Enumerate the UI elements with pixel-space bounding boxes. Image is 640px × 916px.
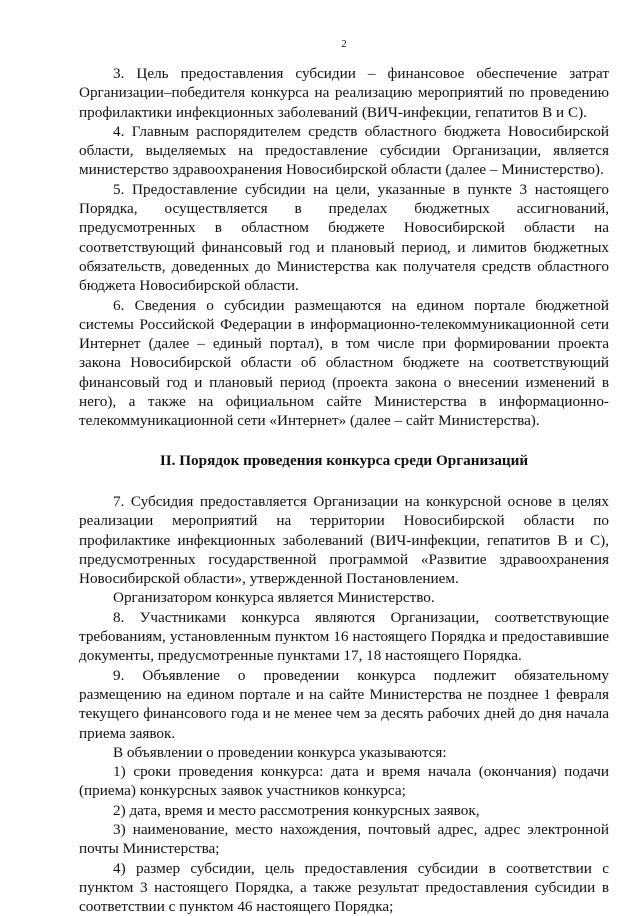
list-item-1: 1) сроки проведения конкурса: дата и время начала (окончания) подачи (приема) конкурсных заявок участников конкурса; (79, 763, 609, 800)
document-body (79, 64, 609, 916)
paragraph-4: 4. Главным распорядителем средств областного бюджета Новосибирской области, выделяемых на предоставление субсидии Организации, является министерство здравоохранения Новосибирской области (далее – Министерство). (79, 122, 609, 179)
paragraph-announcement-intro: В объявлении о проведении конкурса указываются: (113, 743, 447, 761)
paragraph-7: 7. Субсидия предоставляется Организации на конкурсной основе в целях реализации мероприятий на территории Новосибирской области по профилактике инфекционных заболеваний (ВИЧ-инфекции, гепатитов В и С), предусмотренных государственной программой «Развитие здравоохранения Новосибирской области», утвержденной Постановлением. (79, 492, 609, 588)
page-number: 2 (341, 38, 347, 50)
paragraph-8: 8. Участниками конкурса являются Организации, соответствующие требованиям, установленным пунктом 16 настоящего Порядка и предоставившие документы, предусмотренные пунктами 17, 18 настоящего Порядка. (79, 608, 609, 665)
paragraph-9: 9. Объявление о проведении конкурса подлежит обязательному размещению на едином портале и на сайте Министерства не позднее 1 февраля текущего финансового года и не менее чем за десять рабочих дней до дня начала приема заявок. (79, 666, 609, 742)
list-item-4: 4) размер субсидии, цель предоставления субсидии в соответствии с пунктом 3 настоящего Порядка, а также результат предоставления субсидии в соответствии с пунктом 46 настоящего Порядка; (79, 859, 609, 916)
section-heading: II. Порядок проведения конкурса среди Организаций (159, 451, 529, 469)
list-item-2: 2) дата, время и место рассмотрения конкурсных заявок, (113, 801, 480, 819)
paragraph-6: 6. Сведения о субсидии размещаются на едином портале бюджетной системы Российской Федерации в информационно-телекоммуникационной сети Интернет (далее – единый портал), в том числе при формировании проекта закона Новосибирской области об областном бюджете на соответствующий финансовый год и плановый период (проекта закона о внесении изменений в него), а также на официальном сайте Министерства в информационно-телекоммуникационной сети «Интернет» (далее – сайт Министерства). (79, 296, 609, 430)
paragraph-organizer: Организатором конкурса является Министерство. (113, 589, 435, 607)
list-item-3: 3) наименование, место нахождения, почтовый адрес, адрес электронной почты Министерства; (79, 820, 609, 858)
paragraph-3: 3. Цель предоставления субсидии – финансовое обеспечение затрат Организации–победителя конкурса на реализацию мероприятий по проведению профилактики инфекционных заболеваний (ВИЧ-инфекции, гепатитов В и С). (79, 65, 609, 121)
paragraph-5: 5. Предоставление субсидии на цели, указанные в пункте 3 настоящего Порядка, осуществляется в пределах бюджетных ассигнований, предусмотренных в областном бюджете Новосибирской области на соответствующий финансовый год и плановый период, и лимитов бюджетных обязательств, доведенных до Министерства как получателя средств областного бюджета Новосибирской области. (79, 180, 609, 295)
